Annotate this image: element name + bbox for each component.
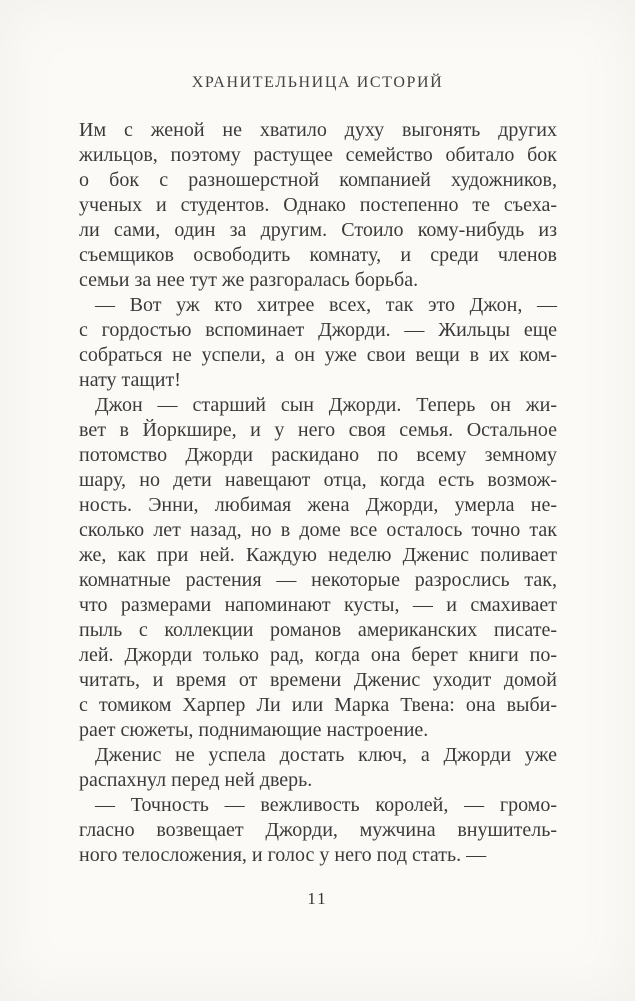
text-line: пыль с коллекции романов американских писате- — [79, 619, 557, 641]
paragraph — [79, 793, 557, 868]
text-line: же, как при ней. Каждую неделю Дженис поливает — [79, 544, 557, 566]
text-line: жильцов, поэтому растущее семейство обитало бок — [79, 144, 557, 166]
text-line: Джон — старший сын Джорди. Теперь он жи- — [95, 394, 557, 416]
text-line: с гордостью вспоминает Джорди. — Жильцы еще — [79, 319, 557, 341]
page-number: 11 — [307, 889, 328, 908]
text-line: читать, и время от времени Дженис уходит домой — [79, 669, 557, 691]
text-line: рает сюжеты, поднимающие настроение. — [79, 719, 429, 741]
text-line: распахнул перед ней дверь. — [79, 769, 313, 791]
body-text — [79, 118, 557, 868]
paragraph — [79, 293, 557, 393]
text-line: вет в Йоркшире, и у него своя семья. Остальное — [79, 419, 557, 441]
text-line: что размерами напоминают кусты, — и смахивает — [79, 594, 557, 616]
text-line: шару, но дети навещают отца, когда есть возмож- — [79, 469, 557, 491]
text-line: съемщиков освободить комнату, и среди членов — [79, 244, 557, 266]
text-line: ученых и студентов. Однако постепенно те съеха- — [79, 194, 557, 216]
text-line: Дженис не успела достать ключ, а Джорди уже — [95, 744, 557, 766]
text-line: сколько лет назад, но в доме все осталось точно так — [79, 519, 557, 541]
paragraph — [79, 118, 557, 293]
text-line: ного телосложения, и голос у него под стать. — — [79, 844, 487, 866]
text-line: с томиком Харпер Ли или Марка Твена: она выби- — [79, 694, 557, 716]
text-line: Им с женой не хватило духу выгонять других — [79, 119, 557, 141]
text-line: — Точность — вежливость королей, — громо- — [95, 794, 557, 816]
text-line: ли сами, один за другим. Стоило кому-нибудь из — [79, 219, 557, 241]
text-line: потомство Джорди раскидано по всему земному — [79, 444, 557, 466]
text-line: о бок с разношерстной компанией художников, — [79, 169, 557, 191]
text-line: нату тащит! — [79, 369, 181, 391]
text-line: гласно возвещает Джорди, мужчина внушитель- — [79, 819, 557, 841]
paragraph — [79, 393, 557, 743]
text-line: лей. Джорди только рад, когда она берет книги по- — [79, 644, 557, 666]
text-line: семьи за нее тут же разгоралась борьба. — [79, 269, 419, 291]
text-line: — Вот уж кто хитрее всех, так это Джон, — — [95, 294, 557, 316]
text-line: собраться не успели, а он уже свои вещи в их ком- — [79, 344, 557, 366]
running-header: ХРАНИТЕЛЬНИЦА ИСТОРИЙ — [191, 74, 444, 91]
text-line: ность. Энни, любимая жена Джорди, умерла не- — [79, 494, 557, 516]
text-line: комнатные растения — некоторые разрослись так, — [79, 569, 557, 591]
paragraph — [79, 743, 557, 793]
